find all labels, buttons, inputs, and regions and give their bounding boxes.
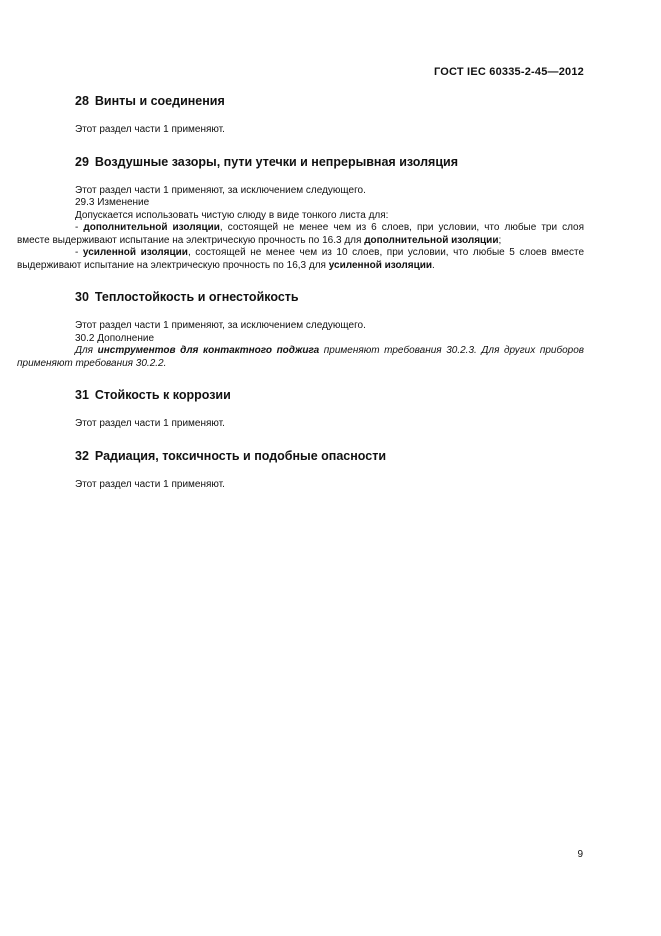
- list-dash: -: [75, 247, 83, 258]
- section-29-paragraph-1: Этот раздел части 1 применяют, за исключением следующего.: [75, 184, 366, 196]
- section-number: 29: [75, 154, 89, 169]
- term-bold: дополнительной изоляции: [83, 222, 220, 233]
- paragraph-text: применяют требования 30.2.3. Для других приборов применяют требования 30.2.2.: [17, 345, 584, 369]
- section-28-title: [75, 93, 584, 109]
- section-title-text: Теплостойкость и огнестойкость: [94, 290, 299, 304]
- term-bold-italic: инструментов для контактного поджига: [97, 345, 320, 356]
- term-bold: усиленной изоляции: [328, 259, 433, 271]
- list-item-text: , состоящей не менее чем из 6 слоев, при условии, что любые три слоя вместе выдерживают испытание на электрическую прочность по 16.3 для: [17, 222, 584, 246]
- section-title-text: Радиация, токсичность и подобные опасности: [94, 448, 387, 463]
- section-title-text: Стойкость к коррозии: [94, 388, 231, 402]
- section-number: 32: [75, 448, 89, 463]
- section-29-paragraph-2: Допускается использовать чистую слюду в виде тонкого листа для:: [75, 209, 389, 221]
- section-31-paragraph: Этот раздел части 1 применяют.: [75, 418, 225, 429]
- section-28-paragraph: Этот раздел части 1 применяют.: [75, 124, 225, 135]
- document-body: [17, 93, 585, 491]
- document-header: ГОСТ IEC 60335-2-45—2012: [433, 66, 584, 78]
- section-title-text: Воздушные зазоры, пути утечки и непрерывная изоляция: [94, 154, 459, 169]
- section-number: 30: [75, 290, 89, 304]
- term-bold: усиленной изоляции: [82, 247, 188, 258]
- section-30-title: [75, 289, 584, 305]
- page-number: 9: [577, 849, 583, 860]
- section-title-text: Винты и соединения: [94, 94, 225, 108]
- clause-29-3: 29.3 Изменение: [75, 197, 150, 208]
- section-31-title: [75, 387, 584, 403]
- list-item-supplementary-insulation: [17, 222, 584, 247]
- list-dash: -: [75, 222, 84, 233]
- section-30-paragraph-1: Этот раздел части 1 применяют, за исключением следующего.: [75, 320, 366, 331]
- paragraph-text: Для: [75, 345, 98, 356]
- section-32-title: [75, 448, 584, 464]
- list-item-end: .: [432, 259, 435, 271]
- list-item-text: , состоящей не менее чем из 10 слоев, при условии, что любые 5 слоев вместе выдерживают испытание на электрическую прочность по 16,3 для: [17, 247, 585, 271]
- section-29-title: [75, 154, 584, 170]
- section-30-paragraph-2: [17, 345, 584, 370]
- clause-30-2: 30.2 Дополнение: [75, 332, 155, 344]
- section-number: 28: [75, 94, 89, 108]
- term-bold: дополнительной изоляции: [364, 234, 499, 246]
- list-item-end: ;: [498, 234, 502, 246]
- list-item-reinforced-insulation: [17, 247, 584, 272]
- section-32-paragraph: Этот раздел части 1 применяют.: [75, 478, 225, 490]
- section-number: 31: [75, 388, 89, 402]
